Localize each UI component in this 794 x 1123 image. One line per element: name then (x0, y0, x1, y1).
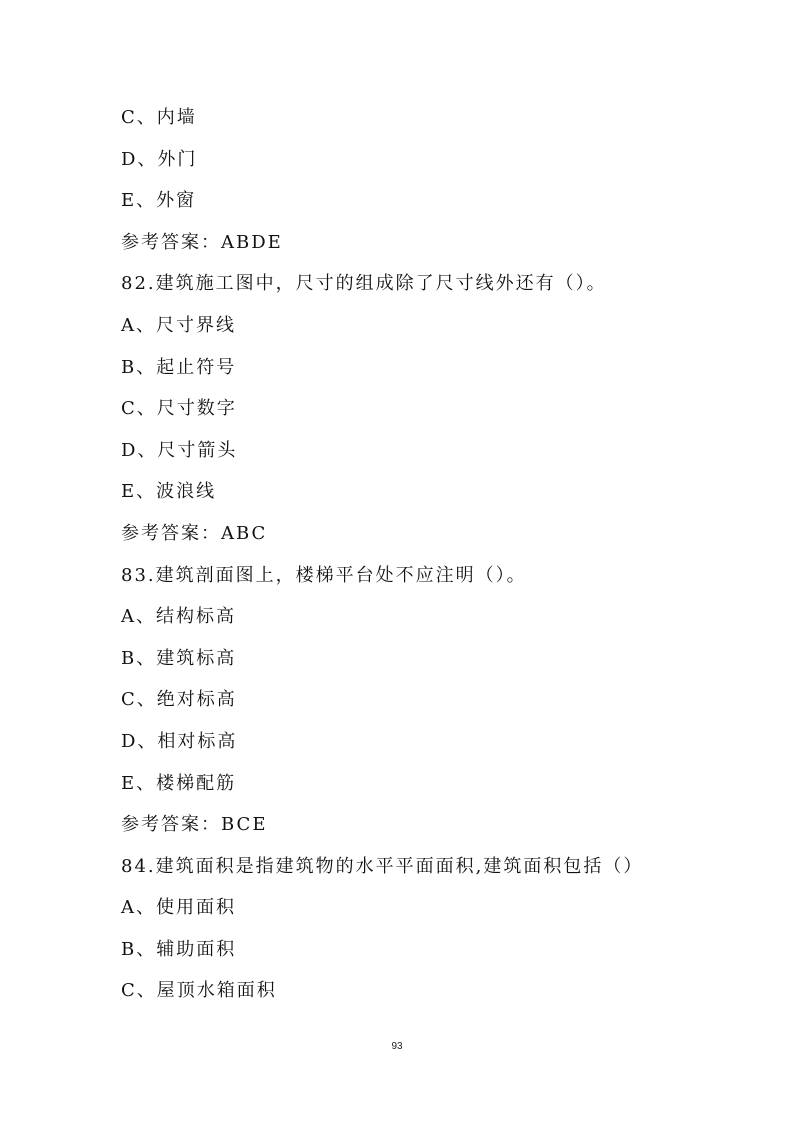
question-84-option-c: C、屋顶水箱面积 (121, 980, 277, 1002)
question-84-option-b: B、辅助面积 (121, 938, 237, 960)
question-82-option-a: A、尺寸界线 (121, 314, 236, 336)
question-82-option-b: B、起止符号 (121, 356, 237, 378)
answer-81: 参考答案：ABDE (121, 231, 283, 253)
answer-83: 参考答案：BCE (121, 814, 268, 836)
question-83-option-b: B、建筑标高 (121, 647, 237, 669)
option-c-inner-wall: C、内墙 (121, 107, 197, 128)
document-body (121, 97, 741, 1012)
question-82-option-c: C、尺寸数字 (121, 398, 237, 420)
option-e-outer-window: E、外窗 (121, 190, 197, 212)
page-number: 93 (391, 1041, 403, 1052)
question-83-option-e: E、楼梯配筋 (121, 772, 237, 794)
option-d-outer-door: D、外门 (121, 148, 198, 170)
question-83: 83.建筑剖面图上，楼梯平台处不应注明（）。 (121, 564, 527, 586)
question-84-option-a: A、使用面积 (121, 897, 236, 919)
answer-82: 参考答案：ABC (121, 522, 268, 544)
question-82-option-d: D、尺寸箭头 (121, 439, 238, 461)
question-84: 84.建筑面积是指建筑物的水平平面面积,建筑面积包括（） (121, 855, 644, 877)
question-83-option-a: A、结构标高 (121, 606, 236, 628)
question-83-option-d: D、相对标高 (121, 730, 238, 752)
question-82: 82.建筑施工图中，尺寸的组成除了尺寸线外还有（）。 (121, 273, 607, 295)
question-83-option-c: C、绝对标高 (121, 689, 237, 711)
question-82-option-e: E、波浪线 (121, 481, 217, 503)
